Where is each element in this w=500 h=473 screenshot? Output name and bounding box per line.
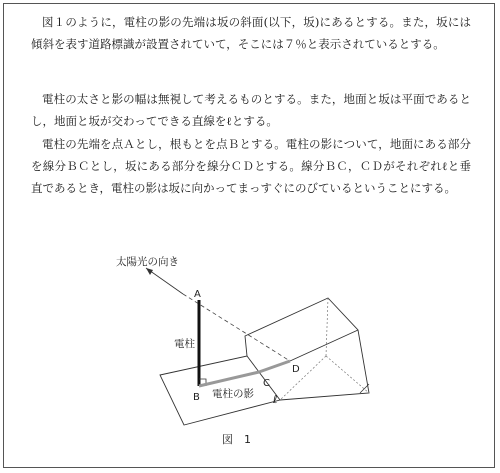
slope-angle-mark bbox=[360, 384, 369, 393]
pole-label: 電柱 bbox=[174, 338, 195, 350]
point-c-label: C bbox=[263, 378, 270, 389]
point-d-label: D bbox=[292, 364, 300, 375]
paragraph-2: 電柱の太さと影の幅は無視して考えるものとする。また，地面と坂は平面であるとし，地面と坂が交わってできる直線をℓとする。 bbox=[31, 92, 471, 128]
slope-top-edge bbox=[290, 330, 358, 361]
line-l-label: ℓ bbox=[273, 393, 278, 406]
shadow-label: 電柱の影 bbox=[212, 388, 254, 400]
shadow-segment-bc bbox=[199, 372, 259, 386]
slope-hidden-edge-1 bbox=[326, 298, 328, 356]
point-a-label: A bbox=[194, 289, 201, 300]
point-b-label: B bbox=[193, 392, 200, 403]
slope-hidden-edge-3 bbox=[326, 356, 369, 393]
sunlight-label: 太陽光の向き bbox=[116, 256, 179, 268]
shadow-segment-cd bbox=[259, 361, 290, 372]
figure-caption: 図 1 bbox=[222, 433, 251, 446]
sunlight-arrowhead bbox=[146, 268, 153, 275]
paragraph-3: 電柱の先端を点Ａとし，根もとを点Ｂとする。電柱の影について，地面にある部分を線分ＢＣとし，坂にある部分を線分ＣＤとする。線分ＢＣ，ＣＤがそれぞれℓと垂直であるとき，電柱の影は坂に向かってまっすぐにのびているということにする。 bbox=[31, 137, 471, 195]
paragraph-1: 図１のように，電柱の影の先端は坂の斜面(以下，坂)にあるとする。また，坂には傾斜を表す道路標識が設置されていて，そこには７％と表示されているとする。 bbox=[31, 15, 471, 51]
